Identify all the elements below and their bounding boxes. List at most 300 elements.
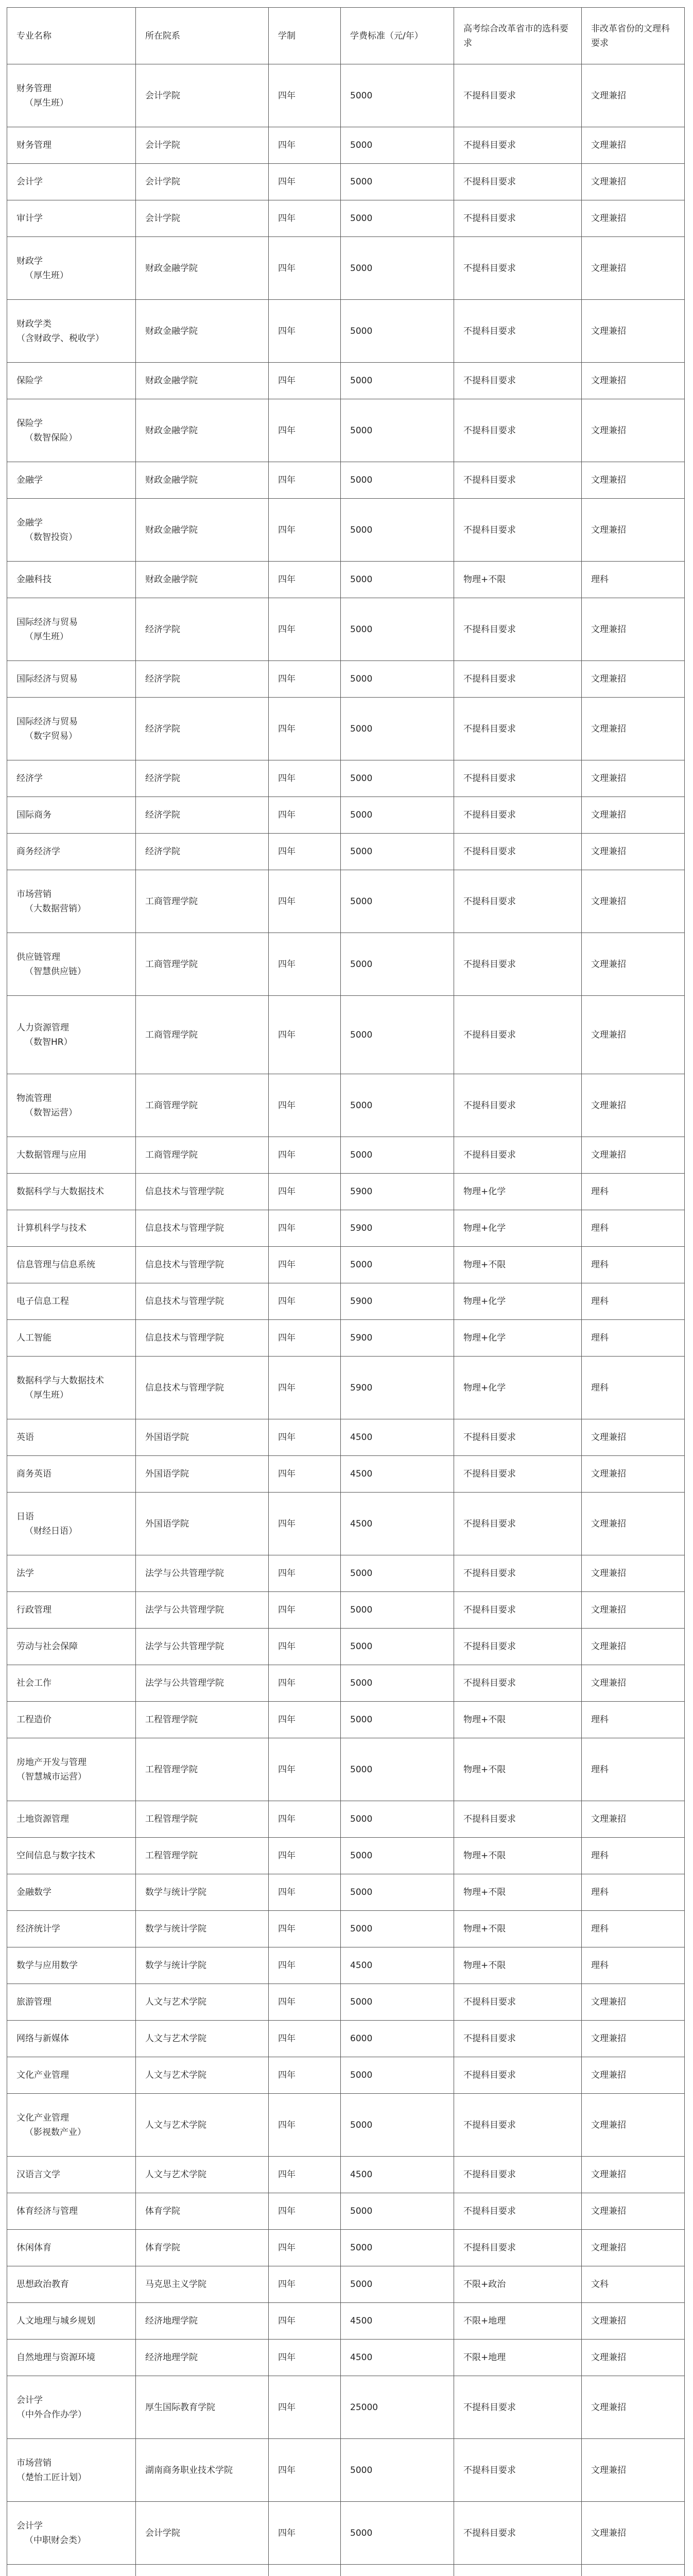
cell-tuition: 5000 <box>341 1911 454 1947</box>
cell-major-name <box>7 1074 136 1137</box>
table-row <box>7 1911 685 1947</box>
table-row <box>7 2230 685 2266</box>
cell-nonreform-track-req: 文理兼招 <box>582 1493 685 1555</box>
cell-tuition: 5000 <box>341 797 454 834</box>
cell-major-name <box>7 1874 136 1911</box>
cell-duration: 四年 <box>269 1702 341 1738</box>
major-subtitle: （数智投资） <box>25 532 77 543</box>
major-subtitle: （数智保险） <box>25 432 77 443</box>
cell-tuition: 5000 <box>341 1592 454 1629</box>
major-name: 休闲体育 <box>16 2243 51 2253</box>
cell-department: 工商管理学院 <box>136 1074 269 1137</box>
cell-reform-subject-req: 不提科目要求 <box>454 2021 582 2057</box>
table-row <box>7 933 685 996</box>
major-name: 文化产业管理 <box>16 2070 69 2080</box>
cell-department: 厚生国际教育学院 <box>136 2376 269 2439</box>
cell-tuition: 5000 <box>341 2230 454 2266</box>
table-row <box>7 237 685 300</box>
cell-major-name <box>7 1801 136 1838</box>
cell-department: 财政金融学院 <box>136 499 269 562</box>
cell-reform-subject-req: 不提科目要求 <box>454 1493 582 1555</box>
cell-department: 经济地理学院 <box>136 2303 269 2340</box>
cell-department: 信息技术与管理学院 <box>136 1210 269 1247</box>
cell-tuition: 5000 <box>341 200 454 237</box>
table-row <box>7 1738 685 1801</box>
major-subtitle: （厚生班） <box>25 631 68 642</box>
cell-tuition: 5000 <box>341 933 454 996</box>
major-name: 网络与新媒体 <box>16 2033 69 2044</box>
cell-major-name <box>7 164 136 200</box>
cell-nonreform-track-req: 文理兼招 <box>582 1456 685 1493</box>
cell-nonreform-track-req: 文理兼招 <box>582 1137 685 1174</box>
cell-department: 信息技术与管理学院 <box>136 1283 269 1320</box>
table-row <box>7 1874 685 1911</box>
major-name: 数据科学与大数据技术 <box>16 1187 104 1197</box>
cell-duration: 四年 <box>269 1320 341 1357</box>
major-name: 经济学 <box>16 773 43 784</box>
table-row <box>7 64 685 127</box>
cell-tuition: 5000 <box>341 1874 454 1911</box>
major-subtitle: （数智运营） <box>25 1107 77 1118</box>
cell-tuition: 4500 <box>341 1493 454 1555</box>
major-name: 房地产开发与管理 <box>16 1757 86 1768</box>
cell-duration: 四年 <box>269 1210 341 1247</box>
table-row <box>7 1357 685 1419</box>
cell-major-name <box>7 1174 136 1210</box>
cell-tuition: 5000 <box>341 363 454 399</box>
table-row <box>7 1984 685 2021</box>
cell-major-name <box>7 2266 136 2303</box>
cell-duration: 四年 <box>269 834 341 870</box>
cell-tuition: 5000 <box>341 1629 454 1665</box>
major-name: 国际经济与贸易 <box>16 716 78 727</box>
cell-duration: 四年 <box>269 933 341 996</box>
majors-table <box>7 7 685 2576</box>
major-subtitle: （数智HR） <box>25 1037 73 1047</box>
cell-department: 会计学院 <box>136 2502 269 2565</box>
cell-department: 财政金融学院 <box>136 562 269 598</box>
cell-duration: 四年 <box>269 1174 341 1210</box>
cell-nonreform-track-req: 理科 <box>582 1357 685 1419</box>
cell-department: 外国语学院 <box>136 1419 269 1456</box>
cell-major-name <box>7 1629 136 1665</box>
table-row <box>7 661 685 698</box>
cell-department: 湖南商务职业技术学院 <box>136 2439 269 2502</box>
major-subtitle: （数字贸易） <box>25 731 77 741</box>
cell-reform-subject-req: 不提科目要求 <box>454 1555 582 1592</box>
cell-department: 经济学院 <box>136 797 269 834</box>
cell-tuition: 4500 <box>341 2157 454 2193</box>
major-name: 工程造价 <box>16 1715 51 1725</box>
table-row <box>7 1210 685 1247</box>
cell-major-name <box>7 2502 136 2565</box>
cell-major-name <box>7 2565 136 2576</box>
table-row <box>7 1947 685 1984</box>
major-name: 商务经济学 <box>16 846 60 857</box>
cell-duration: 四年 <box>269 870 341 933</box>
cell-department: 会计学院 <box>136 64 269 127</box>
cell-nonreform-track-req: 文理兼招 <box>582 127 685 164</box>
cell-duration: 四年 <box>269 2230 341 2266</box>
cell-tuition: 4500 <box>341 2303 454 2340</box>
table-row <box>7 1801 685 1838</box>
cell-duration: 四年 <box>269 2303 341 2340</box>
major-name: 财务管理 <box>16 83 51 94</box>
cell-department <box>136 2565 269 2576</box>
cell-nonreform-track-req: 文理兼招 <box>582 300 685 363</box>
table-row <box>7 2157 685 2193</box>
cell-department: 信息技术与管理学院 <box>136 1320 269 1357</box>
cell-duration: 四年 <box>269 2021 341 2057</box>
cell-reform-subject-req: 不提科目要求 <box>454 834 582 870</box>
cell-tuition: 5000 <box>341 1074 454 1137</box>
major-name: 金融学 <box>16 517 43 528</box>
cell-nonreform-track-req: 文理兼招 <box>582 237 685 300</box>
cell-major-name <box>7 797 136 834</box>
cell-reform-subject-req: 物理+不限 <box>454 1947 582 1984</box>
cell-nonreform-track-req: 理科 <box>582 1320 685 1357</box>
major-name: 数学与应用数学 <box>16 1960 78 1971</box>
cell-major-name <box>7 2157 136 2193</box>
cell-department: 法学与公共管理学院 <box>136 1592 269 1629</box>
cell-nonreform-track-req: 文理兼招 <box>582 760 685 797</box>
cell-tuition: 4500 <box>341 1947 454 1984</box>
cell-duration: 四年 <box>269 760 341 797</box>
cell-department: 工程管理学院 <box>136 1838 269 1874</box>
table-row <box>7 760 685 797</box>
cell-tuition: 5000 <box>341 661 454 698</box>
cell-duration: 四年 <box>269 2376 341 2439</box>
cell-nonreform-track-req: 文理兼招 <box>582 499 685 562</box>
cell-reform-subject-req: 不提科目要求 <box>454 462 582 499</box>
cell-department: 人文与艺术学院 <box>136 2094 269 2157</box>
table-row <box>7 2021 685 2057</box>
cell-department: 马克思主义学院 <box>136 2266 269 2303</box>
cell-duration: 四年 <box>269 2340 341 2376</box>
cell-duration: 四年 <box>269 1555 341 1592</box>
table-row <box>7 1592 685 1629</box>
cell-major-name <box>7 1702 136 1738</box>
cell-reform-subject-req: 不提科目要求 <box>454 2157 582 2193</box>
cell-major-name <box>7 1738 136 1801</box>
cell-major-name <box>7 1665 136 1702</box>
cell-nonreform-track-req: 文理兼招 <box>582 2094 685 2157</box>
major-subtitle: （影视数产业） <box>25 2127 86 2138</box>
major-name: 自然地理与资源环境 <box>16 2352 95 2363</box>
cell-nonreform-track-req: 理科 <box>582 1247 685 1283</box>
cell-reform-subject-req: 不提科目要求 <box>454 127 582 164</box>
cell-department: 经济学院 <box>136 760 269 797</box>
table-row <box>7 698 685 760</box>
cell-nonreform-track-req: 文理兼招 <box>582 2057 685 2094</box>
cell-major-name <box>7 237 136 300</box>
table-row <box>7 1665 685 1702</box>
cell-major-name <box>7 1210 136 1247</box>
cell-nonreform-track-req: 文理兼招 <box>582 2230 685 2266</box>
table-row <box>7 1555 685 1592</box>
cell-reform-subject-req: 不提科目要求 <box>454 1419 582 1456</box>
cell-duration: 四年 <box>269 2057 341 2094</box>
cell-nonreform-track-req: 文理兼招 <box>582 1984 685 2021</box>
major-name: 保险学 <box>16 376 43 386</box>
cell-reform-subject-req <box>454 2565 582 2576</box>
cell-tuition: 5000 <box>341 1984 454 2021</box>
cell-major-name <box>7 1247 136 1283</box>
cell-department: 工程管理学院 <box>136 1738 269 1801</box>
cell-duration: 四年 <box>269 598 341 661</box>
cell-department: 信息技术与管理学院 <box>136 1357 269 1419</box>
cell-major-name <box>7 1984 136 2021</box>
table-row <box>7 462 685 499</box>
cell-major-name <box>7 598 136 661</box>
cell-department: 信息技术与管理学院 <box>136 1247 269 1283</box>
cell-reform-subject-req: 不提科目要求 <box>454 698 582 760</box>
table-row <box>7 164 685 200</box>
table-row <box>7 1456 685 1493</box>
cell-nonreform-track-req: 文理兼招 <box>582 2021 685 2057</box>
cell-reform-subject-req: 不提科目要求 <box>454 2094 582 2157</box>
cell-major-name <box>7 2057 136 2094</box>
cell-reform-subject-req: 不提科目要求 <box>454 1801 582 1838</box>
cell-tuition: 5000 <box>341 127 454 164</box>
cell-tuition: 5000 <box>341 2094 454 2157</box>
cell-tuition: 5000 <box>341 64 454 127</box>
major-name: 大数据管理与应用 <box>16 1150 86 1160</box>
table-row <box>7 2266 685 2303</box>
cell-major-name <box>7 661 136 698</box>
cell-reform-subject-req: 不提科目要求 <box>454 1984 582 2021</box>
cell-nonreform-track-req: 文理兼招 <box>582 698 685 760</box>
major-subtitle: （中外合作办学） <box>16 2409 86 2420</box>
cell-duration: 四年 <box>269 661 341 698</box>
cell-major-name <box>7 1419 136 1456</box>
cell-tuition: 5000 <box>341 834 454 870</box>
table-row <box>7 1247 685 1283</box>
cell-nonreform-track-req: 文理兼招 <box>582 164 685 200</box>
cell-major-name <box>7 1947 136 1984</box>
cell-major-name <box>7 399 136 462</box>
cell-reform-subject-req: 不提科目要求 <box>454 1137 582 1174</box>
major-name: 汉语言文学 <box>16 2170 60 2180</box>
major-name: 人文地理与城乡规划 <box>16 2316 95 2326</box>
major-name: 文化产业管理 <box>16 2112 69 2123</box>
cell-tuition: 5000 <box>341 499 454 562</box>
cell-tuition: 5000 <box>341 2266 454 2303</box>
cell-duration: 四年 <box>269 1801 341 1838</box>
cell-nonreform-track-req: 文理兼招 <box>582 200 685 237</box>
cell-duration: 四年 <box>269 237 341 300</box>
cell-reform-subject-req: 不提科目要求 <box>454 2193 582 2230</box>
table-row <box>7 1283 685 1320</box>
cell-reform-subject-req: 不提科目要求 <box>454 300 582 363</box>
cell-major-name <box>7 200 136 237</box>
cell-reform-subject-req: 不提科目要求 <box>454 200 582 237</box>
cell-tuition: 25000 <box>341 2376 454 2439</box>
cell-major-name <box>7 1357 136 1419</box>
major-name: 财务管理 <box>16 140 51 150</box>
cell-reform-subject-req: 物理+不限 <box>454 562 582 598</box>
major-name: 经济统计学 <box>16 1924 60 1934</box>
major-subtitle: （财经日语） <box>25 1526 77 1536</box>
cell-reform-subject-req: 物理+不限 <box>454 1838 582 1874</box>
cell-tuition: 5000 <box>341 1801 454 1838</box>
cell-reform-subject-req: 不提科目要求 <box>454 996 582 1074</box>
cell-major-name <box>7 1137 136 1174</box>
cell-department: 工商管理学院 <box>136 933 269 996</box>
cell-reform-subject-req: 物理+不限 <box>454 1874 582 1911</box>
cell-reform-subject-req: 不提科目要求 <box>454 1629 582 1665</box>
cell-department: 会计学院 <box>136 200 269 237</box>
table-row <box>7 127 685 164</box>
major-name: 会计学 <box>16 177 43 187</box>
cell-duration: 四年 <box>269 562 341 598</box>
major-name: 国际商务 <box>16 810 51 820</box>
cell-department: 外国语学院 <box>136 1456 269 1493</box>
major-name: 电子信息工程 <box>16 1296 69 1307</box>
cell-major-name <box>7 2021 136 2057</box>
cell-department: 数学与统计学院 <box>136 1911 269 1947</box>
cell-reform-subject-req: 物理+化学 <box>454 1357 582 1419</box>
cell-reform-subject-req: 不提科目要求 <box>454 399 582 462</box>
header-duration: 学制 <box>269 8 341 64</box>
cell-tuition: 5000 <box>341 996 454 1074</box>
cell-major-name <box>7 834 136 870</box>
cell-major-name <box>7 2094 136 2157</box>
cell-department: 工程管理学院 <box>136 1702 269 1738</box>
table-row <box>7 2340 685 2376</box>
cell-tuition: 5000 <box>341 1702 454 1738</box>
cell-nonreform-track-req: 文理兼招 <box>582 2502 685 2565</box>
major-name: 空间信息与数字技术 <box>16 1851 95 1861</box>
cell-department: 会计学院 <box>136 164 269 200</box>
cell-major-name <box>7 2376 136 2439</box>
table-row <box>7 1419 685 1456</box>
cell-nonreform-track-req: 文理兼招 <box>582 1629 685 1665</box>
cell-tuition: 5000 <box>341 164 454 200</box>
cell-nonreform-track-req: 文理兼招 <box>582 1801 685 1838</box>
cell-tuition: 5000 <box>341 300 454 363</box>
cell-reform-subject-req: 物理+化学 <box>454 1174 582 1210</box>
cell-tuition: 5000 <box>341 1838 454 1874</box>
cell-duration: 四年 <box>269 1074 341 1137</box>
major-name: 旅游管理 <box>16 1997 51 2007</box>
table-row <box>7 2376 685 2439</box>
major-name: 社会工作 <box>16 1678 51 1688</box>
cell-tuition: 5000 <box>341 237 454 300</box>
header-department: 所在院系 <box>136 8 269 64</box>
cell-major-name <box>7 1456 136 1493</box>
cell-nonreform-track-req: 理科 <box>582 562 685 598</box>
cell-department: 体育学院 <box>136 2193 269 2230</box>
cell-department: 外国语学院 <box>136 1493 269 1555</box>
cell-reform-subject-req: 不提科目要求 <box>454 64 582 127</box>
major-subtitle: （大数据营销） <box>25 903 86 914</box>
cell-nonreform-track-req: 理科 <box>582 1210 685 1247</box>
major-subtitle: （厚生班） <box>25 270 68 281</box>
cell-nonreform-track-req: 理科 <box>582 1174 685 1210</box>
major-name: 市场营销 <box>16 889 51 900</box>
cell-nonreform-track-req: 文理兼招 <box>582 661 685 698</box>
table-row <box>7 834 685 870</box>
table-row <box>7 1629 685 1665</box>
major-name: 国际经济与贸易 <box>16 674 78 684</box>
table-row <box>7 200 685 237</box>
cell-nonreform-track-req: 文理兼招 <box>582 2376 685 2439</box>
cell-department: 工程管理学院 <box>136 1801 269 1838</box>
table-header-row <box>7 8 685 64</box>
table-row <box>7 2439 685 2502</box>
cell-duration: 四年 <box>269 1247 341 1283</box>
cell-department: 财政金融学院 <box>136 462 269 499</box>
cell-duration: 四年 <box>269 1984 341 2021</box>
cell-department: 信息技术与管理学院 <box>136 1174 269 1210</box>
major-name: 体育经济与管理 <box>16 2206 78 2216</box>
cell-reform-subject-req: 不提科目要求 <box>454 1665 582 1702</box>
cell-reform-subject-req: 不提科目要求 <box>454 598 582 661</box>
table-row <box>7 499 685 562</box>
major-name: 会计学 <box>16 2395 43 2405</box>
cell-major-name <box>7 2439 136 2502</box>
major-name: 土地资源管理 <box>16 1814 69 1824</box>
major-name: 供应链管理 <box>16 952 60 962</box>
cell-duration: 四年 <box>269 1838 341 1874</box>
cell-nonreform-track-req: 理科 <box>582 1702 685 1738</box>
cell-tuition: 5000 <box>341 2439 454 2502</box>
cell-nonreform-track-req: 文理兼招 <box>582 1592 685 1629</box>
table-row <box>7 2303 685 2340</box>
cell-department: 财政金融学院 <box>136 237 269 300</box>
cell-duration: 四年 <box>269 399 341 462</box>
cell-major-name <box>7 1555 136 1592</box>
cell-department: 数学与统计学院 <box>136 1874 269 1911</box>
major-name: 日语 <box>16 1511 34 1522</box>
cell-tuition: 5000 <box>341 462 454 499</box>
cell-reform-subject-req: 物理+不限 <box>454 1702 582 1738</box>
major-name: 财政学类 <box>16 318 51 329</box>
major-name: 国际经济与贸易 <box>16 617 78 628</box>
cell-duration: 四年 <box>269 200 341 237</box>
cell-tuition: 5000 <box>341 1137 454 1174</box>
cell-reform-subject-req: 不提科目要求 <box>454 2439 582 2502</box>
cell-reform-subject-req: 不提科目要求 <box>454 870 582 933</box>
cell-nonreform-track-req: 理科 <box>582 1947 685 1984</box>
cell-nonreform-track-req: 文理兼招 <box>582 1555 685 1592</box>
table-row <box>7 399 685 462</box>
cell-major-name <box>7 127 136 164</box>
cell-reform-subject-req: 不提科目要求 <box>454 760 582 797</box>
cell-department: 人文与艺术学院 <box>136 2057 269 2094</box>
cell-department: 法学与公共管理学院 <box>136 1629 269 1665</box>
cell-tuition: 5000 <box>341 2057 454 2094</box>
cell-reform-subject-req: 不提科目要求 <box>454 2376 582 2439</box>
cell-duration: 四年 <box>269 1629 341 1665</box>
major-name: 保险学 <box>16 418 43 429</box>
cell-duration: 四年 <box>269 64 341 127</box>
cell-department: 财政金融学院 <box>136 399 269 462</box>
cell-major-name <box>7 933 136 996</box>
cell-major-name <box>7 760 136 797</box>
cell-duration: 四年 <box>269 2439 341 2502</box>
cell-nonreform-track-req: 理科 <box>582 1838 685 1874</box>
table-row <box>7 2502 685 2565</box>
header-reform-subject-req: 高考综合改革省市的选科要求 <box>454 8 582 64</box>
cell-duration: 四年 <box>269 1874 341 1911</box>
cell-nonreform-track-req <box>582 2565 685 2576</box>
cell-nonreform-track-req: 文理兼招 <box>582 1665 685 1702</box>
cell-duration: 四年 <box>269 2266 341 2303</box>
cell-tuition: 5000 <box>341 698 454 760</box>
cell-tuition: 5000 <box>341 870 454 933</box>
